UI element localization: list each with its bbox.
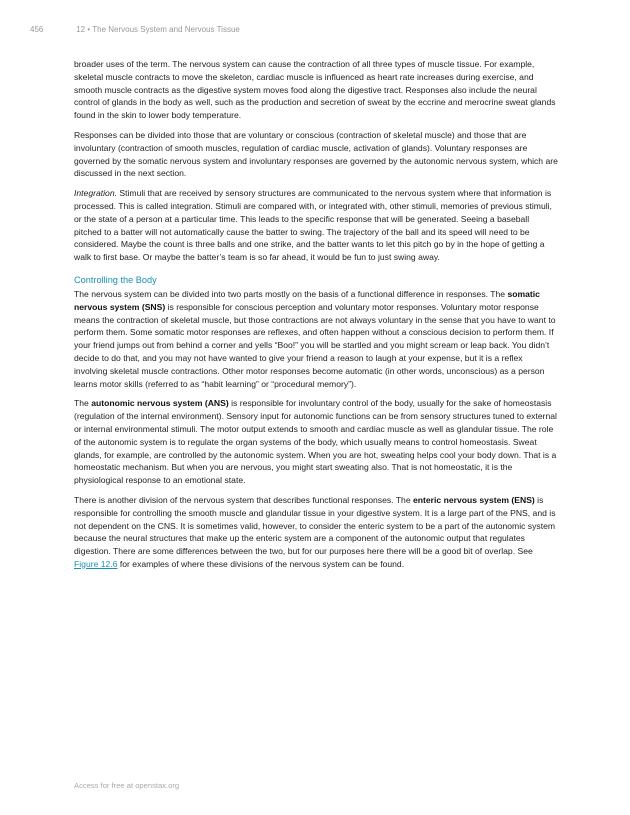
paragraph-text: The [74,398,92,409]
running-header [30,25,600,34]
paragraph-text: is responsible for controlling the smooth muscle and glandular tissue in your digestive system. It is a large part of the PNS, and is not dependent on the CNS. It is sometimes valid, however, to consider the enteric system to be a part of the autonomic system because the neural structures that make up the enteric system are a component of the autonomic output that regulates digestion. There are some differences between the two, but for our purposes here there will be a good bit of overlap. See [74,494,556,557]
paragraph-text: for examples of where these divisions of the nervous system can be found. [117,558,405,569]
term-ans: autonomic nervous system (ANS) [91,398,229,409]
paragraph: broader uses of the term. The nervous system can cause the contraction of all three types of muscle tissue. For example, skeletal muscle contracts to move the skeleton, cardiac muscle is influenced as heart rate increases during exercise, and smooth muscle contracts as the digestive system moves food along the digestive tract. Responses also include the neural control of glands in the body as well, such as the production and secretion of sweat by the eccrine and merocrine sweat glands found in the skin to lower body temperature. [74,59,556,121]
paragraph-sns [74,288,558,390]
paragraph-text: The nervous system can be divided into two parts mostly on the basis of a functional difference in responses. The [74,288,508,299]
paragraph-text: is responsible for involuntary control of the body, usually for the sake of homeostasis (regulation of the internal environment). Sensory input for autonomic functions can be from sensory structures tuned to external or internal environmental stimuli. The motor output extends to smooth and cardiac muscle as well as glandular tissue. The role of the autonomic system is to regulate the organ systems of the body, which usually means to control homeostasis. Sweat glands, for example, are controlled by the autonomic system. When you are hot, sweating helps cool your body down. That is a homeostatic mechanism. But when you are nervous, you might start sweating also. That is not homeostatic, it is the physiological response to an emotional state. [74,398,557,486]
section-heading: Controlling the Body [74,274,157,285]
paragraph-ans [74,397,558,487]
paragraph-text: is responsible for conscious perception and voluntary motor responses. Voluntary motor response means the contraction of skeletal muscle, but those contractions are not always voluntary in the sense that you have to want to perform them. Some somatic motor responses are reflexes, and often happen without a conscious decision to perform them. If your friend jumps out from behind a corner and yells “Boo!” you will be startled and you might scream or leap back. You didn’t decide to do that, and you may not have wanted to give your friend a reason to laugh at your expense, but it is a reflex involving skeletal muscle contractions. Other motor responses become automatic (in other words, unconscious) as a person learns motor skills (referred to as “habit learning” or “procedural memory”). [74,301,556,389]
paragraph-text: There is another division of the nervous system that describes functional responses. The [74,494,413,505]
term-ens: enteric nervous system (ENS) [413,494,535,505]
paragraph-ens [74,494,558,571]
page-number: 456 [30,25,44,34]
paragraph: Responses can be divided into those that are voluntary or conscious (contraction of skeletal muscle) and those that are involuntary (contraction of smooth muscles, regulation of cardiac muscle, activation of glands). Voluntary responses are governed by the somatic nervous system and involuntary responses are governed by the autonomic nervous system, which are discussed in the next section. [74,129,558,179]
paragraph-text: Stimuli that are received by sensory structures are communicated to the nervous system where that information is processed. This is called integration. Stimuli are compared with, or integrated with, other stimuli, memories of previous stimuli, or the state of a person at a particular time. This leads to the specific response that will be generated. Seeing a baseball pitched to a batter will not automatically cause the batter to swing. The trajectory of the ball and its speed will need to be considered. Maybe the count is three balls and one strike, and the batter wants to let this pitch go by in the hope of getting a walk to first base. Or maybe the batter’s team is so far ahead, it would be fun to just swing away. [74,188,552,263]
chapter-title: 12 • The Nervous System and Nervous Tissue [76,25,240,34]
term-sns: somatic nervous system (SNS) [74,288,540,312]
paragraph-integration [74,187,558,264]
page-body [74,58,558,578]
term-integration: Integration. [74,188,117,199]
figure-link[interactable]: Figure 12.6 [74,558,118,569]
footer-text: Access for free at openstax.org [74,781,180,790]
